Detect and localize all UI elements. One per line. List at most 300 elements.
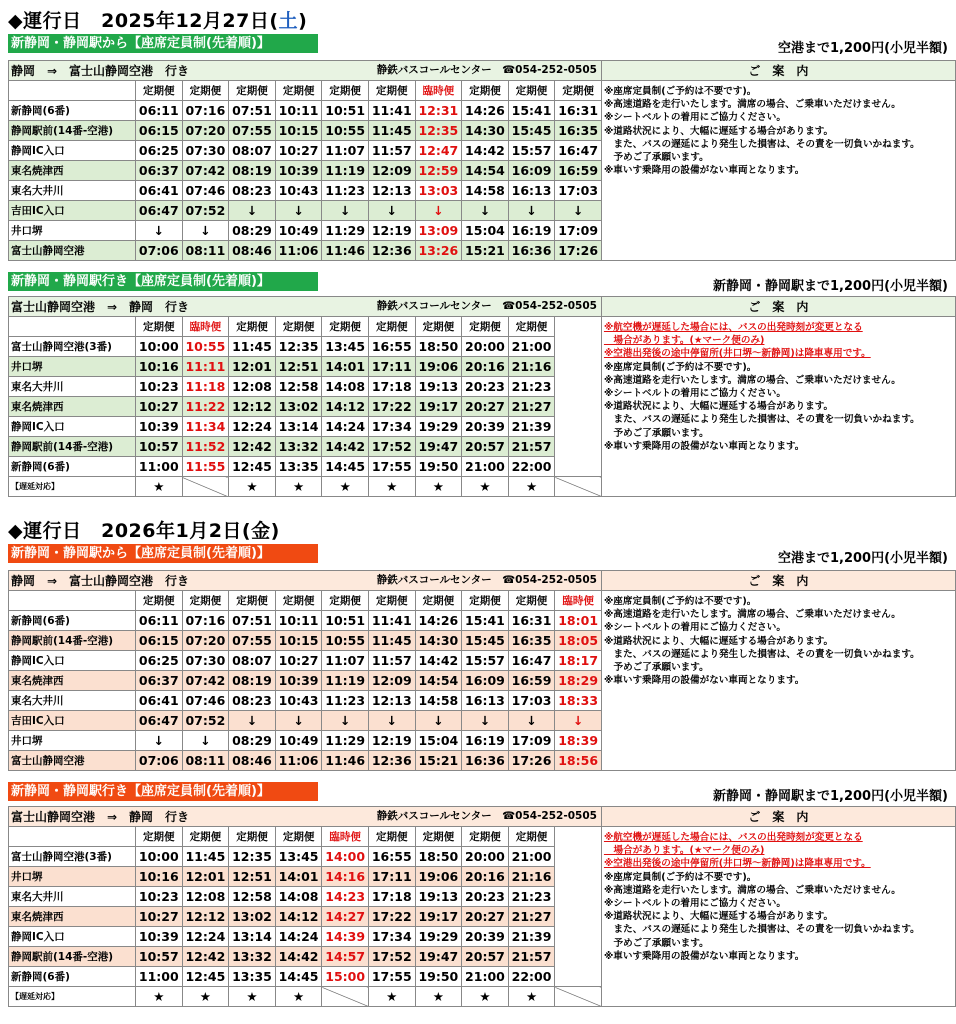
departure-time: 12:09: [368, 671, 415, 691]
departure-time: 18:17: [555, 651, 602, 671]
departure-time: 14:12: [322, 397, 369, 417]
route-cell: [9, 297, 602, 317]
departure-time: 06:25: [136, 651, 183, 671]
departure-time: 17:52: [368, 947, 415, 967]
departure-time: ↓: [182, 221, 229, 241]
departure-time: 13:09: [415, 221, 462, 241]
departure-time: 14:26: [462, 101, 509, 121]
departure-time: 17:55: [368, 457, 415, 477]
departure-time: 17:52: [368, 437, 415, 457]
guide-notes-cell: [601, 827, 955, 1007]
delay-label: 【遅延対応】: [9, 477, 136, 497]
departure-time: 20:00: [462, 337, 509, 357]
service-type: 臨時便: [415, 81, 462, 101]
departure-time: 21:27: [508, 907, 555, 927]
departure-time: 13:03: [415, 181, 462, 201]
departure-time: 16:09: [462, 671, 509, 691]
departure-time: 20:00: [462, 847, 509, 867]
route-row: [9, 297, 956, 317]
departure-time: 19:50: [415, 457, 462, 477]
departure-time: 20:57: [462, 437, 509, 457]
departure-time: 21:23: [508, 887, 555, 907]
departure-time: ↓: [555, 711, 602, 731]
departure-time: 06:11: [136, 611, 183, 631]
departure-time: 12:19: [368, 731, 415, 751]
departure-time: 19:17: [415, 907, 462, 927]
departure-time: 15:57: [508, 141, 555, 161]
call-center-phone: 静鉄バスコールセンター ☎054-252-0505: [376, 574, 597, 586]
departure-time: 19:29: [415, 417, 462, 437]
departure-time: 10:43: [275, 181, 322, 201]
departure-time: 11:46: [322, 241, 369, 261]
departure-time: 08:19: [229, 671, 276, 691]
departure-time: 16:36: [508, 241, 555, 261]
departure-time: 20:39: [462, 927, 509, 947]
departure-time: 08:19: [229, 161, 276, 181]
service-type: 定期便: [136, 591, 183, 611]
departure-time: 13:02: [229, 907, 276, 927]
departure-time: 13:26: [415, 241, 462, 261]
departure-time: 16:35: [508, 631, 555, 651]
guide-note: また、バスの遅延により発生した損害は、その責を一切負いかねます。: [603, 414, 920, 426]
departure-time: 06:47: [136, 711, 183, 731]
departure-time: 11:45: [229, 337, 276, 357]
departure-time: 10:55: [322, 631, 369, 651]
departure-time: 12:36: [368, 751, 415, 771]
departure-time: 15:04: [462, 221, 509, 241]
departure-time: 14:42: [275, 947, 322, 967]
departure-time: 07:42: [182, 161, 229, 181]
guide-note: ※高速道路を走行いたします。満席の場合、ご乗車いただけません。: [603, 99, 901, 111]
call-center-phone: 静鉄バスコールセンター ☎054-252-0505: [376, 810, 597, 822]
guide-note: ※シートベルトの着用にご協力ください。: [603, 622, 786, 634]
departure-time: 11:11: [182, 357, 229, 377]
departure-time: 17:11: [368, 867, 415, 887]
departure-time: 17:55: [368, 967, 415, 987]
service-type: 定期便: [182, 591, 229, 611]
guide-note: また、バスの遅延により発生した損害は、その責を一切負いかねます。: [603, 138, 920, 150]
departure-time: 20:27: [462, 397, 509, 417]
departure-time: 17:18: [368, 377, 415, 397]
departure-time: 11:41: [368, 611, 415, 631]
departure-time: 12:42: [229, 437, 276, 457]
blank-cell: [555, 927, 602, 947]
guide-header: ご 案 内: [601, 61, 955, 81]
departure-time: 10:27: [275, 141, 322, 161]
blank-cell: [555, 317, 602, 337]
operating-date-title: [8, 516, 280, 543]
departure-time: 21:00: [462, 457, 509, 477]
departure-time: 16:55: [368, 337, 415, 357]
departure-time: 08:07: [229, 651, 276, 671]
service-type: 定期便: [136, 317, 183, 337]
departure-time: 06:11: [136, 101, 183, 121]
delay-none-cell: [182, 477, 229, 497]
departure-time: 17:26: [555, 241, 602, 261]
departure-time: ↓: [555, 201, 602, 221]
departure-time: 07:52: [182, 711, 229, 731]
delay-star: ★: [415, 987, 462, 1007]
outbound-timetable: [8, 60, 956, 261]
departure-time: 08:46: [229, 241, 276, 261]
departure-time: ↓: [322, 201, 369, 221]
departure-time: 10:00: [136, 337, 183, 357]
departure-time: 12:13: [368, 181, 415, 201]
service-type: 定期便: [462, 827, 509, 847]
weekday-close: ): [270, 520, 280, 542]
departure-time: 14:08: [322, 377, 369, 397]
guide-note: ※車いす乗降用の設備がない車両となります。: [603, 950, 805, 962]
stop-name: 富士山静岡空港: [9, 241, 136, 261]
stop-name: 富士山静岡空港: [9, 751, 136, 771]
departure-time: 08:11: [182, 241, 229, 261]
route-row: [9, 571, 956, 591]
guide-note: ※座席定員制(ご予約は不要です)。: [603, 86, 757, 97]
departure-time: 07:42: [182, 671, 229, 691]
call-center-phone: 静鉄バスコールセンター ☎054-252-0505: [376, 64, 597, 76]
departure-time: 06:15: [136, 631, 183, 651]
guide-note: ※道路状況により、大幅に遅延する場合があります。: [603, 911, 834, 923]
departure-time: 12:13: [368, 691, 415, 711]
date-text: ◆運行日 2026年1月2日(: [8, 520, 252, 542]
departure-time: 10:15: [275, 121, 322, 141]
guide-note: ※航空機が遅延した場合には、バスの出発時刻が変更となる: [603, 832, 863, 843]
departure-time: 14:57: [322, 947, 369, 967]
guide-notes: [602, 317, 955, 453]
departure-time: 12:45: [229, 457, 276, 477]
departure-time: 08:29: [229, 221, 276, 241]
departure-time: 11:45: [368, 631, 415, 651]
departure-time: ↓: [229, 711, 276, 731]
departure-time: 11:29: [322, 731, 369, 751]
guide-note: ※航空機が遅延した場合には、バスの出発時刻が変更となる: [603, 322, 863, 333]
departure-time: 13:14: [275, 417, 322, 437]
service-type: 定期便: [508, 81, 555, 101]
service-type: 臨時便: [555, 591, 602, 611]
departure-time: 12:01: [229, 357, 276, 377]
fare-info: 空港まで1,200円(小児半額): [777, 41, 948, 56]
departure-time: ↓: [368, 711, 415, 731]
departure-time: 15:41: [508, 101, 555, 121]
delay-none-cell: [322, 987, 369, 1007]
departure-time: 11:07: [322, 141, 369, 161]
service-type: 定期便: [322, 317, 369, 337]
departure-time: 21:57: [508, 947, 555, 967]
departure-time: 14:08: [275, 887, 322, 907]
departure-time: 22:00: [508, 457, 555, 477]
departure-time: 11:41: [368, 101, 415, 121]
stop-name: 東名大井川: [9, 691, 136, 711]
departure-time: 11:06: [275, 241, 322, 261]
blank-cell: [555, 357, 602, 377]
service-type: 定期便: [275, 591, 322, 611]
guide-notes-cell: [601, 81, 955, 261]
departure-time: 15:45: [508, 121, 555, 141]
departure-time: 07:46: [182, 181, 229, 201]
departure-time: 21:27: [508, 397, 555, 417]
departure-time: 14:01: [322, 357, 369, 377]
stop-name: 吉田IC入口: [9, 201, 136, 221]
departure-time: 15:45: [462, 631, 509, 651]
departure-time: 14:45: [322, 457, 369, 477]
departure-time: 21:39: [508, 417, 555, 437]
departure-time: 10:39: [275, 671, 322, 691]
departure-time: 07:51: [229, 101, 276, 121]
departure-time: ↓: [136, 731, 183, 751]
delay-star: ★: [462, 477, 509, 497]
guide-note: ※高速道路を走行いたします。満席の場合、ご乗車いただけません。: [603, 609, 901, 621]
departure-time: ↓: [462, 201, 509, 221]
service-type: 定期便: [368, 81, 415, 101]
service-type-row: [9, 827, 956, 847]
departure-time: 12:35: [229, 847, 276, 867]
outbound-section-header: 新静岡・静岡駅から【座席定員制(先着順)】: [8, 544, 318, 563]
departure-time: 11:45: [368, 121, 415, 141]
departure-time: 14:24: [275, 927, 322, 947]
departure-time: 07:51: [229, 611, 276, 631]
service-type: 定期便: [275, 81, 322, 101]
departure-time: 19:06: [415, 357, 462, 377]
delay-star: ★: [508, 477, 555, 497]
route-cell: [9, 807, 602, 827]
service-type: 定期便: [462, 591, 509, 611]
departure-time: 11:46: [322, 751, 369, 771]
departure-time: 11:29: [322, 221, 369, 241]
departure-time: 14:00: [322, 847, 369, 867]
guide-note: ※座席定員制(ご予約は不要です)。: [603, 361, 757, 373]
route-cell: [9, 61, 602, 81]
service-type: 定期便: [275, 827, 322, 847]
departure-time: 10:00: [136, 847, 183, 867]
stop-name: 新静岡(6番): [9, 101, 136, 121]
departure-time: 10:16: [136, 867, 183, 887]
departure-time: 07:16: [182, 611, 229, 631]
departure-time: 16:55: [368, 847, 415, 867]
departure-time: 10:27: [275, 651, 322, 671]
departure-time: 20:57: [462, 947, 509, 967]
guide-note: ※座席定員制(ご予約は不要です)。: [603, 871, 757, 883]
departure-time: 14:42: [415, 651, 462, 671]
departure-time: 16:13: [462, 691, 509, 711]
service-type: 臨時便: [322, 827, 369, 847]
departure-time: 12:31: [415, 101, 462, 121]
service-type: 定期便: [508, 827, 555, 847]
departure-time: 18:29: [555, 671, 602, 691]
guide-note: ※座席定員制(ご予約は不要です)。: [603, 596, 757, 607]
route-row: [9, 807, 956, 827]
departure-time: 12:01: [182, 867, 229, 887]
blank-cell: [555, 417, 602, 437]
departure-time: 12:12: [182, 907, 229, 927]
departure-time: 21:00: [508, 337, 555, 357]
delay-star: ★: [136, 477, 183, 497]
departure-time: ↓: [415, 711, 462, 731]
stop-name: 東名大井川: [9, 377, 136, 397]
departure-time: 12:51: [229, 867, 276, 887]
departure-time: 21:16: [508, 867, 555, 887]
departure-time: 11:22: [182, 397, 229, 417]
stop-name: 富士山静岡空港(3番): [9, 847, 136, 867]
departure-time: 15:04: [415, 731, 462, 751]
departure-time: 19:29: [415, 927, 462, 947]
departure-time: 20:39: [462, 417, 509, 437]
departure-time: 10:51: [322, 101, 369, 121]
departure-time: 11:19: [322, 161, 369, 181]
weekday-close: ): [298, 10, 308, 32]
service-type: 定期便: [508, 591, 555, 611]
guide-note: また、バスの遅延により発生した損害は、その責を一切負いかねます。: [603, 648, 920, 660]
service-type: 定期便: [136, 827, 183, 847]
departure-time: 10:51: [322, 611, 369, 631]
route-row: [9, 61, 956, 81]
departure-time: 16:47: [555, 141, 602, 161]
departure-time: 07:20: [182, 121, 229, 141]
stop-name: 東名焼津西: [9, 397, 136, 417]
departure-time: 13:14: [229, 927, 276, 947]
service-type: 定期便: [368, 827, 415, 847]
departure-time: 12:45: [182, 967, 229, 987]
departure-time: 19:50: [415, 967, 462, 987]
outbound-section-header: 新静岡・静岡駅から【座席定員制(先着順)】: [8, 34, 318, 53]
departure-time: ↓: [508, 711, 555, 731]
departure-time: 10:27: [136, 397, 183, 417]
departure-time: 22:00: [508, 967, 555, 987]
outbound-timetable: [8, 570, 956, 771]
blank-cell: [555, 337, 602, 357]
departure-time: ↓: [368, 201, 415, 221]
departure-time: 10:27: [136, 907, 183, 927]
stop-name: 新静岡(6番): [9, 457, 136, 477]
departure-time: 10:55: [322, 121, 369, 141]
departure-time: 14:27: [322, 907, 369, 927]
route-cell: [9, 571, 602, 591]
departure-time: 20:16: [462, 357, 509, 377]
stop-name: 静岡駅前(14番-空港): [9, 121, 136, 141]
stop-name: 新静岡(6番): [9, 967, 136, 987]
blank-cell: [555, 847, 602, 867]
delay-star: ★: [508, 987, 555, 1007]
departure-time: 19:13: [415, 377, 462, 397]
departure-time: 17:22: [368, 907, 415, 927]
departure-time: 12:35: [415, 121, 462, 141]
guide-header: ご 案 内: [601, 571, 955, 591]
delay-star: ★: [322, 477, 369, 497]
delay-star: ★: [462, 987, 509, 1007]
departure-time: 08:11: [182, 751, 229, 771]
departure-time: 17:22: [368, 397, 415, 417]
departure-time: 16:59: [555, 161, 602, 181]
blank-cell: [555, 377, 602, 397]
blank-cell: [555, 437, 602, 457]
stop-name: 吉田IC入口: [9, 711, 136, 731]
departure-time: 14:30: [462, 121, 509, 141]
departure-time: 07:55: [229, 121, 276, 141]
departure-time: 15:57: [462, 651, 509, 671]
inbound-timetable: [8, 806, 956, 1007]
delay-star: ★: [136, 987, 183, 1007]
departure-time: 21:23: [508, 377, 555, 397]
departure-time: 20:27: [462, 907, 509, 927]
fare-info: 新静岡・静岡駅まで1,200円(小児半額): [712, 279, 948, 294]
departure-time: 20:23: [462, 377, 509, 397]
departure-time: ↓: [275, 201, 322, 221]
departure-time: 13:02: [275, 397, 322, 417]
delay-none-cell: [555, 477, 602, 497]
stop-name: 東名大井川: [9, 887, 136, 907]
departure-time: 10:39: [275, 161, 322, 181]
departure-time: 12:42: [182, 947, 229, 967]
departure-time: 11:45: [182, 847, 229, 867]
departure-time: 10:49: [275, 731, 322, 751]
departure-time: 11:23: [322, 181, 369, 201]
guide-header: ご 案 内: [601, 297, 955, 317]
departure-time: 14:26: [415, 611, 462, 631]
inbound-section-header: 新静岡・静岡駅行き【座席定員制(先着順)】: [8, 272, 318, 291]
departure-time: ↓: [275, 711, 322, 731]
departure-time: 11:18: [182, 377, 229, 397]
departure-time: 11:57: [368, 141, 415, 161]
route-title: 富士山静岡空港 ⇒ 静岡 行き: [11, 810, 190, 824]
service-type: 定期便: [182, 827, 229, 847]
departure-time: 10:11: [275, 101, 322, 121]
service-type: 定期便: [415, 591, 462, 611]
guide-note: ※高速道路を走行いたします。満席の場合、ご乗車いただけません。: [603, 884, 901, 896]
departure-time: 06:41: [136, 691, 183, 711]
departure-time: 06:37: [136, 671, 183, 691]
departure-time: 17:09: [508, 731, 555, 751]
departure-time: 16:31: [508, 611, 555, 631]
departure-time: 21:16: [508, 357, 555, 377]
stop-name: 静岡IC入口: [9, 417, 136, 437]
call-center-phone: 静鉄バスコールセンター ☎054-252-0505: [376, 300, 597, 312]
departure-time: 17:03: [555, 181, 602, 201]
inbound-timetable: [8, 296, 956, 497]
service-type: 定期便: [229, 317, 276, 337]
departure-time: 14:45: [275, 967, 322, 987]
departure-time: 17:34: [368, 927, 415, 947]
departure-time: 19:47: [415, 437, 462, 457]
stop-name: 静岡IC入口: [9, 651, 136, 671]
departure-time: 08:23: [229, 691, 276, 711]
stop-name: 井口堺: [9, 867, 136, 887]
blank-cell: [9, 317, 136, 337]
departure-time: ↓: [182, 731, 229, 751]
departure-time: 15:21: [415, 751, 462, 771]
day-section: [0, 510, 956, 1020]
departure-time: 10:49: [275, 221, 322, 241]
blank-cell: [555, 907, 602, 927]
departure-time: 11:07: [322, 651, 369, 671]
service-type-row: [9, 317, 956, 337]
departure-time: 08:07: [229, 141, 276, 161]
departure-time: 12:12: [229, 397, 276, 417]
delay-star: ★: [275, 987, 322, 1007]
weekday-text: 金: [251, 520, 271, 542]
departure-time: 06:47: [136, 201, 183, 221]
departure-time: 13:35: [229, 967, 276, 987]
service-type: 定期便: [229, 591, 276, 611]
departure-time: 21:00: [462, 967, 509, 987]
delay-label: 【遅延対応】: [9, 987, 136, 1007]
delay-star: ★: [415, 477, 462, 497]
departure-time: 18:39: [555, 731, 602, 751]
departure-time: 14:58: [462, 181, 509, 201]
blank-cell: [555, 947, 602, 967]
guide-note: ※シートベルトの着用にご協力ください。: [603, 388, 786, 400]
departure-time: 06:41: [136, 181, 183, 201]
departure-time: 07:30: [182, 141, 229, 161]
delay-star: ★: [368, 987, 415, 1007]
